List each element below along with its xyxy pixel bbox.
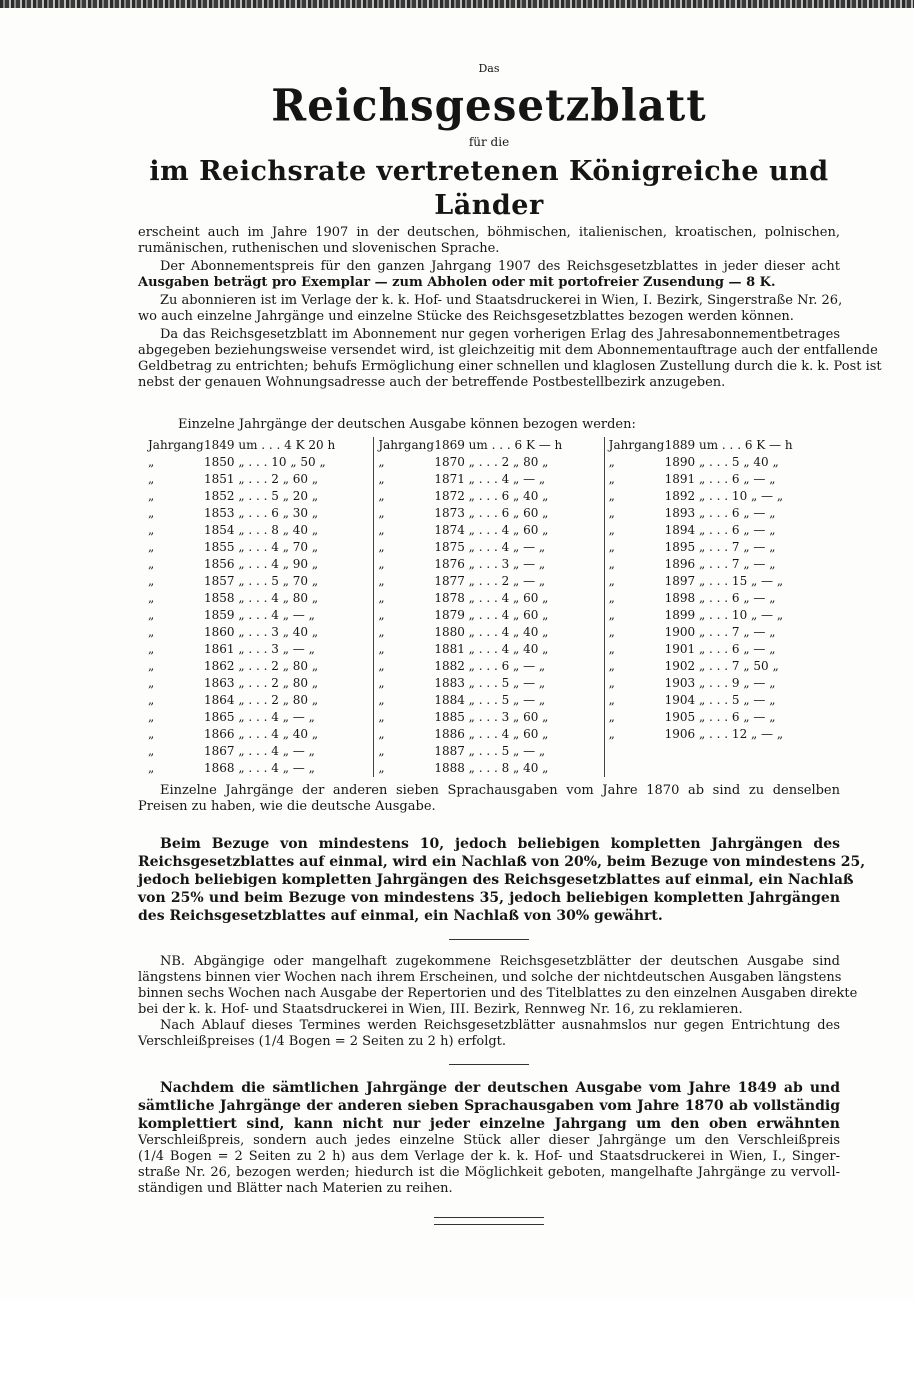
text-line: jedoch beliebigen kompletten Jahrgängen des Reichsgesetzblattes auf einmal, ein Nachlaß [138, 872, 854, 888]
year-label: „ [378, 625, 385, 639]
year-price: 1893 „ . . . 6 „ — „ [664, 506, 776, 520]
year-row [148, 675, 373, 692]
year-price: 1899 „ . . . 10 „ — „ [664, 608, 784, 622]
text-line: von 25% und beim Bezuge von mindestens 35, jedoch beliebigen kompletten Jahrgängen [138, 890, 840, 906]
year-label: Jahrgang [148, 438, 204, 452]
year-price: 1896 „ . . . 7 „ — „ [664, 557, 776, 571]
year-price: 1862 „ . . . 2 „ 80 „ [204, 659, 319, 673]
year-row [609, 641, 834, 658]
text-line: NB. Abgängige oder mangelhaft zugekommene Reichsgesetzblätter der deutschen Ausgabe sind [160, 954, 840, 969]
year-price: 1900 „ . . . 7 „ — „ [664, 625, 776, 639]
year-label: „ [148, 727, 155, 741]
year-price: 1879 „ . . . 4 „ 60 „ [434, 608, 549, 622]
text-line: sämtliche Jahrgänge der anderen sieben Sprachausgaben vom Jahre 1870 ab vollständig [138, 1098, 840, 1114]
year-row [609, 658, 834, 675]
year-price: 1864 „ . . . 2 „ 80 „ [204, 693, 319, 707]
year-row [609, 454, 834, 471]
year-price: 1881 „ . . . 4 „ 40 „ [434, 642, 549, 656]
year-price: 1882 „ . . . 6 „ — „ [434, 659, 546, 673]
year-label: „ [608, 557, 615, 571]
year-label: „ [378, 676, 385, 690]
schluss-paragraph [138, 1079, 840, 1197]
year-row [378, 760, 603, 777]
year-label: „ [608, 523, 615, 537]
separator-rule [449, 1064, 529, 1065]
year-row [378, 471, 603, 488]
year-label: Jahrgang [608, 438, 665, 452]
year-row [378, 675, 603, 692]
text-line: Da das Reichsgesetzblatt im Abonnement nur gegen vorherigen Erlag des Jahresabonnementbetrages [160, 327, 840, 342]
year-label: „ [378, 523, 385, 537]
text-line: Zu abonnieren ist im Verlage der k. k. Hof- und Staatsdruckerei in Wien, I. Bezirk, Singerstraße Nr. 26, [160, 293, 843, 308]
year-price: 1870 „ . . . 2 „ 80 „ [434, 455, 549, 469]
year-row [609, 675, 834, 692]
year-row [148, 760, 373, 777]
year-price: 1885 „ . . . 3 „ 60 „ [434, 710, 549, 724]
year-label: „ [378, 710, 385, 724]
year-label: „ [608, 659, 615, 673]
year-label: „ [608, 540, 615, 554]
year-price: 1895 „ . . . 7 „ — „ [664, 540, 776, 554]
year-row [378, 624, 603, 641]
year-label: „ [378, 557, 385, 571]
verlag-paragraph [138, 293, 843, 325]
year-price: 1876 „ . . . 3 „ — „ [434, 557, 546, 571]
year-price: 1898 „ . . . 6 „ — „ [664, 591, 776, 605]
year-label: „ [608, 489, 615, 503]
year-price: 1880 „ . . . 4 „ 40 „ [434, 625, 549, 639]
year-row [148, 658, 373, 675]
year-label: „ [148, 557, 155, 571]
text-line: Nachdem die sämtlichen Jahrgänge der deutschen Ausgabe vom Jahre 1849 ab und [160, 1080, 840, 1096]
year-label: „ [378, 540, 385, 554]
year-price: 1903 „ . . . 9 „ — „ [664, 676, 776, 690]
year-row [148, 607, 373, 624]
year-label: „ [608, 472, 615, 486]
year-row [609, 590, 834, 607]
abonnement-paragraph [138, 259, 840, 291]
year-row [378, 437, 603, 454]
year-price: 1887 „ . . . 5 „ — „ [434, 744, 546, 758]
text-line: Beim Bezuge von mindestens 10, jedoch beliebigen kompletten Jahrgängen des [160, 836, 840, 852]
text-line: Preisen zu haben, wie die deutsche Ausgabe. [138, 799, 436, 814]
year-row [148, 522, 373, 539]
year-label: „ [378, 659, 385, 673]
year-row [378, 692, 603, 709]
text-line: nebst der genauen Wohnungsadresse auch der betreffende Postbestellbezirk anzugeben. [138, 375, 726, 390]
year-price: 1904 „ . . . 5 „ — „ [664, 693, 776, 707]
year-label: „ [148, 523, 155, 537]
year-label: „ [608, 676, 615, 690]
document-title: Reichsgesetzblatt [271, 79, 707, 132]
year-label: „ [148, 574, 155, 588]
separator-rule [449, 939, 529, 940]
year-price: 1850 „ . . . 10 „ 50 „ [204, 455, 326, 469]
year-row [378, 573, 603, 590]
year-label: „ [378, 693, 385, 707]
text-line: wo auch einzelne Jahrgänge und einzelne Stücke des Reichsgesetzblattes bezogen werden können. [138, 309, 794, 324]
year-row [378, 743, 603, 760]
year-price: 1861 „ . . . 3 „ — „ [204, 642, 315, 656]
year-row [378, 726, 603, 743]
year-row [378, 522, 603, 539]
year-label: „ [148, 472, 155, 486]
year-row [148, 641, 373, 658]
year-row [148, 709, 373, 726]
year-price: 1905 „ . . . 6 „ — „ [664, 710, 776, 724]
year-label: „ [148, 710, 155, 724]
year-label: „ [378, 472, 385, 486]
year-label: „ [148, 642, 155, 656]
year-row [609, 488, 834, 505]
year-row [148, 573, 373, 590]
year-price: 1858 „ . . . 4 „ 80 „ [204, 591, 319, 605]
year-price: 1868 „ . . . 4 „ — „ [204, 761, 315, 775]
year-label: „ [148, 591, 155, 605]
year-label: „ [148, 693, 155, 707]
year-label: „ [608, 455, 615, 469]
text-line: Ausgaben beträgt pro Exemplar — zum Abholen oder mit portofreier Zusendung — 8 K. [138, 275, 776, 290]
year-label: „ [608, 608, 615, 622]
year-label: „ [608, 727, 615, 741]
year-row [378, 709, 603, 726]
year-row [378, 454, 603, 471]
year-price: 1906 „ . . . 12 „ — „ [664, 727, 784, 741]
year-price: 1863 „ . . . 2 „ 80 „ [204, 676, 319, 690]
year-row [148, 437, 373, 454]
years-column-3 [605, 437, 834, 777]
nb-paragraph [138, 954, 858, 1050]
year-price: 1901 „ . . . 6 „ — „ [664, 642, 776, 656]
year-row [609, 624, 834, 641]
year-label: „ [148, 455, 155, 469]
year-price: 1883 „ . . . 5 „ — „ [434, 676, 546, 690]
year-row [609, 726, 834, 743]
year-label: „ [148, 608, 155, 622]
year-price: 1875 „ . . . 4 „ — „ [434, 540, 546, 554]
intro-paragraph [138, 225, 840, 257]
year-label: „ [378, 761, 385, 775]
year-row [378, 488, 603, 505]
year-label: „ [148, 506, 155, 520]
year-row [378, 607, 603, 624]
ornament-rule [434, 1217, 544, 1225]
years-column-2 [374, 437, 604, 777]
document-content [138, 56, 882, 1229]
year-label: „ [148, 540, 155, 554]
text-line: Reichsgesetzblattes auf einmal, wird ein Nachlaß von 20%, beim Bezuge von mindestens 25, [138, 854, 866, 870]
text-line: Nach Ablauf dieses Termines werden Reichsgesetzblätter ausnahmslos nur gegen Entrichtung des [160, 1018, 840, 1033]
year-price: 1891 „ . . . 6 „ — „ [664, 472, 776, 486]
text-line: längstens binnen vier Wochen nach ihrem Erscheinen, und solche der nichtdeutschen Ausgaben längstens [138, 970, 842, 985]
text-line: rumänischen, ruthenischen und slovenischen Sprache. [138, 241, 500, 256]
year-label: „ [378, 455, 385, 469]
year-row [609, 437, 834, 454]
year-label: „ [608, 642, 615, 656]
year-price: 1871 „ . . . 4 „ — „ [434, 472, 546, 486]
nachlass-paragraph [138, 835, 866, 925]
year-price: 1886 „ . . . 4 „ 60 „ [434, 727, 549, 741]
years-price-table [144, 437, 834, 777]
year-price: 1888 „ . . . 8 „ 40 „ [434, 761, 549, 775]
year-price: 1874 „ . . . 4 „ 60 „ [434, 523, 549, 537]
year-row [378, 505, 603, 522]
year-row [148, 743, 373, 760]
text-line: Der Abonnementspreis für den ganzen Jahrgang 1907 des Reichsgesetzblattes in jeder dieser acht [160, 259, 840, 274]
year-label: „ [608, 506, 615, 520]
year-label: „ [378, 574, 385, 588]
year-label: „ [608, 710, 615, 724]
year-price: 1878 „ . . . 4 „ 60 „ [434, 591, 549, 605]
year-row [609, 692, 834, 709]
year-row [609, 709, 834, 726]
year-row [148, 505, 373, 522]
year-label: „ [378, 642, 385, 656]
year-price: 1872 „ . . . 6 „ 40 „ [434, 489, 549, 503]
text-line: komplettiert sind, kann nicht nur jeder einzelne Jahrgang um den oben erwähnten [138, 1116, 840, 1132]
years-heading: Einzelne Jahrgänge der deutschen Ausgabe können bezogen werden: [178, 417, 636, 432]
year-label: „ [608, 574, 615, 588]
year-label: „ [148, 676, 155, 690]
intro-word: Das [478, 62, 500, 75]
year-price: 1869 um . . . 6 K — h [434, 438, 563, 452]
year-row [609, 573, 834, 590]
year-row [609, 556, 834, 573]
scan-edge [0, 0, 914, 8]
text-line: binnen sechs Wochen nach Ausgabe der Repertorien und des Titelblattes zu den einzelnen Ausgaben direkte [138, 986, 858, 1001]
year-price: 1854 „ . . . 8 „ 40 „ [204, 523, 319, 537]
year-label: „ [378, 608, 385, 622]
year-label: „ [148, 761, 155, 775]
text-line: Verschleißpreis, sondern auch jedes einzelne Stück aller dieser Jahrgänge um den Verschleißpreis [138, 1133, 840, 1148]
year-row [609, 505, 834, 522]
year-row [378, 590, 603, 607]
year-row [148, 488, 373, 505]
title-connector: für die [468, 135, 510, 149]
year-label: „ [378, 744, 385, 758]
year-price: 1856 „ . . . 4 „ 90 „ [204, 557, 319, 571]
text-line: (1/4 Bogen = 2 Seiten zu 2 h) aus dem Verlage der k. k. Hof- und Staatsdruckerei in Wien, I., Singer- [138, 1149, 840, 1164]
text-line: des Reichsgesetzblattes auf einmal, ein Nachlaß von 30% gewährt. [138, 908, 663, 924]
year-label: „ [378, 489, 385, 503]
year-price: 1867 „ . . . 4 „ — „ [204, 744, 315, 758]
year-price: 1855 „ . . . 4 „ 70 „ [204, 540, 319, 554]
year-row [609, 539, 834, 556]
closing-ornament [138, 1213, 840, 1229]
text-line: ständigen und Blätter nach Materien zu reihen. [138, 1181, 453, 1196]
year-row [148, 454, 373, 471]
year-row [148, 726, 373, 743]
year-label: „ [608, 591, 615, 605]
year-price: 1884 „ . . . 5 „ — „ [434, 693, 546, 707]
year-price: 1849 um . . . 4 K 20 h [204, 438, 336, 452]
text-line: bei der k. k. Hof- und Staatsdruckerei in Wien, III. Bezirk, Rennweg Nr. 16, zu reklamieren. [138, 1002, 743, 1017]
year-price: 1857 „ . . . 5 „ 70 „ [204, 574, 319, 588]
year-row [609, 471, 834, 488]
year-price: 1892 „ . . . 10 „ — „ [664, 489, 784, 503]
text-line: Verschleißpreises (1/4 Bogen = 2 Seiten zu 2 h) erfolgt. [138, 1034, 507, 1049]
year-price: 1860 „ . . . 3 „ 40 „ [204, 625, 319, 639]
year-row [378, 658, 603, 675]
year-row [148, 692, 373, 709]
year-label: „ [148, 489, 155, 503]
text-line: erscheint auch im Jahre 1907 in der deutschen, böhmischen, italienischen, kroatischen, polnischen, [138, 225, 840, 240]
year-price: 1877 „ . . . 2 „ — „ [434, 574, 546, 588]
year-price: 1890 „ . . . 5 „ 40 „ [664, 455, 779, 469]
year-row [609, 522, 834, 539]
year-price: 1865 „ . . . 4 „ — „ [204, 710, 315, 724]
year-price: 1897 „ . . . 15 „ — „ [664, 574, 784, 588]
year-price: 1853 „ . . . 6 „ 30 „ [204, 506, 319, 520]
year-row [148, 471, 373, 488]
year-label: „ [148, 659, 155, 673]
year-row [609, 607, 834, 624]
erlag-paragraph [138, 327, 882, 391]
document-subtitle: im Reichsrate vertretenen Königreiche und Länder [149, 156, 829, 221]
year-row [378, 556, 603, 573]
year-label: Jahrgang [378, 438, 435, 452]
year-price: 1902 „ . . . 7 „ 50 „ [664, 659, 779, 673]
year-price: 1873 „ . . . 6 „ 60 „ [434, 506, 549, 520]
text-line: straße Nr. 26, bezogen werden; hiedurch ist die Möglichkeit geboten, mangelhafte Jahrgänge zu vervoll- [138, 1165, 840, 1180]
years-column-1 [144, 437, 374, 777]
year-label: „ [378, 727, 385, 741]
year-price: 1851 „ . . . 2 „ 60 „ [204, 472, 319, 486]
year-label: „ [378, 591, 385, 605]
year-row [148, 624, 373, 641]
text-line: abgegeben beziehungsweise versendet wird, ist gleichzeitig mit dem Abonnementauftrage auch der entfallende [138, 343, 878, 358]
year-row [148, 539, 373, 556]
year-row [148, 556, 373, 573]
year-label: „ [148, 744, 155, 758]
andere-paragraph [138, 783, 840, 815]
year-label: „ [148, 625, 155, 639]
year-label: „ [608, 693, 615, 707]
year-row [378, 539, 603, 556]
year-price: 1894 „ . . . 6 „ — „ [664, 523, 776, 537]
year-price: 1852 „ . . . 5 „ 20 „ [204, 489, 319, 503]
year-row [378, 641, 603, 658]
year-row [148, 590, 373, 607]
text-line: Geldbetrag zu entrichten; behufs Ermöglichung einer schnellen und klaglosen Zustellung durch die k. k. Post ist [138, 359, 882, 374]
year-label: „ [608, 625, 615, 639]
year-price: 1859 „ . . . 4 „ — „ [204, 608, 315, 622]
text-line: Einzelne Jahrgänge der anderen sieben Sprachausgaben vom Jahre 1870 ab sind zu denselben [160, 783, 840, 798]
year-price: 1889 um . . . 6 K — h [664, 438, 793, 452]
year-label: „ [378, 506, 385, 520]
year-price: 1866 „ . . . 4 „ 40 „ [204, 727, 319, 741]
